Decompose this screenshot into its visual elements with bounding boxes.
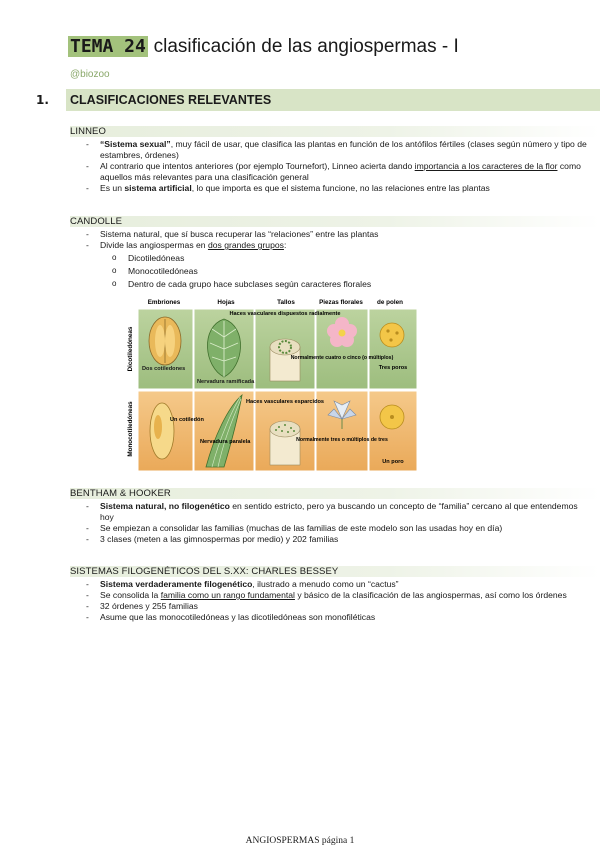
- col-header-polen: de polen: [377, 299, 403, 306]
- caption-monocot-leaf: Nervadura paralela: [200, 439, 251, 445]
- bessey-list: [86, 579, 590, 623]
- section-header: [36, 89, 600, 111]
- underlined-text: familia como un rango fundamental: [160, 590, 295, 600]
- row-label-dicot: Dicotiledóneas: [127, 326, 134, 372]
- candolle-list: [86, 229, 590, 290]
- list-item: [86, 579, 590, 590]
- list-item: - Asume que las monocotiledóneas y las dicotiledóneas son monofiléticas: [86, 612, 590, 623]
- linneo-list: [86, 139, 590, 194]
- item-text: Se consolida la: [100, 590, 161, 600]
- caption-dicot-leaf: Nervadura ramificada: [197, 379, 255, 385]
- item-text: Divide las angiospermas en: [100, 240, 208, 250]
- subheading-bentham: BENTHAM & HOOKER: [70, 488, 600, 499]
- list-item: - Sistema natural, que sí busca recuperar las “relaciones” entre las plantas: [86, 229, 590, 240]
- bentham-list: [86, 501, 590, 545]
- list-item: [86, 183, 590, 194]
- pollen-icon: [380, 323, 404, 347]
- list-item: - 32 órdenes y 255 familias: [86, 601, 590, 612]
- item-text: en sentido estricto, pero ya buscando un concepto de “familia” cercano al que entendemos hoy: [100, 501, 578, 522]
- item-text: :: [283, 240, 287, 250]
- caption-dicot-stem: Haces vasculares dispuestos radialmente: [229, 311, 341, 317]
- dicot-pollen-panel: [369, 309, 417, 389]
- author-handle: @biozoo: [70, 69, 110, 80]
- dicot-monocot-figure: [118, 297, 478, 471]
- bold-text: Sistema verdaderamente filogenético: [100, 579, 253, 589]
- topic-number: TEMA 24: [70, 36, 146, 57]
- caption-dicot-pollen: Tres poros: [378, 365, 408, 371]
- list-item: [86, 240, 590, 251]
- subheading-bessey: SISTEMAS FILOGENÉTICOS DEL S.XX: CHARLES BESSEY: [70, 566, 600, 577]
- sub-list-item: o Dentro de cada grupo hace subclases según caracteres florales: [86, 279, 590, 290]
- caption-monocot-pollen: Un poro: [382, 459, 404, 465]
- list-item: [86, 501, 590, 523]
- sub-list-item: o Monocotiledóneas: [86, 266, 590, 277]
- sub-list-item: o Dicotiledóneas: [86, 253, 590, 264]
- caption-monocot-embryo: Un cotiledón: [170, 417, 204, 423]
- item-text: , muy fácil de usar, que clasifica las plantas en función de los antófilos fértiles (clases según número y tipo de estambres, órdenes): [100, 139, 587, 160]
- col-header-embriones: Embriones: [147, 299, 181, 306]
- section-number: 1.: [36, 93, 49, 107]
- list-item: - 3 clases (meten a las gimnospermas por medio) y 202 familias: [86, 534, 590, 545]
- seed-icon: [150, 403, 174, 459]
- item-text: Al contrario que intentos anteriores (por ejemplo Tournefort), Linneo acierta dando: [100, 161, 415, 171]
- col-header-tallos: Tallos: [277, 299, 295, 306]
- row-label-monocot: Monocotiledóneas: [127, 401, 134, 457]
- list-item: [86, 139, 590, 161]
- list-item: [86, 161, 590, 183]
- page-footer: ANGIOSPERMAS página 1: [245, 836, 355, 846]
- bold-text: Sistema natural, no filogenético: [100, 501, 230, 511]
- caption-dicot-embryo: Dos cotiledones: [142, 366, 186, 372]
- col-header-piezas: Piezas florales: [319, 299, 363, 306]
- list-item: - Se empiezan a consolidar las familias (muchas de las familias de este modelo son las usadas hoy en día): [86, 523, 590, 534]
- item-text: como aquellos más relevantes para una clasificación general: [100, 161, 581, 182]
- item-text: , ilustrado a menudo como un “cactus”: [252, 579, 399, 589]
- subheading-linneo: LINNEO: [70, 126, 600, 137]
- item-text: Es un: [100, 183, 125, 193]
- col-header-hojas: Hojas: [217, 299, 235, 306]
- underlined-text: dos grandes grupos: [207, 240, 284, 250]
- list-item: [86, 590, 590, 601]
- page-title: [68, 36, 459, 58]
- bold-text: “Sistema sexual”: [100, 139, 171, 149]
- topic-title: clasificación de las angiospermas - I: [153, 36, 459, 57]
- subheading-candolle: CANDOLLE: [70, 216, 600, 227]
- caption-monocot-stem: Haces vasculares esparcidos: [245, 399, 325, 405]
- item-text: , lo que importa es que el sistema funcione, no las relaciones entre las plantas: [191, 183, 490, 193]
- item-text: y básico de la clasificación de las angiospermas, así como los órdenes: [294, 590, 567, 600]
- caption-monocot-flower: Normalmente tres o múltiplos de tres: [296, 437, 388, 443]
- section-title: CLASIFICACIONES RELEVANTES: [66, 89, 600, 111]
- underlined-text: importancia a los caracteres de la flor: [414, 161, 558, 171]
- bold-text: sistema artificial: [124, 183, 192, 193]
- caption-dicot-flower: Normalmente cuatro o cinco (o múltiplos): [290, 355, 394, 361]
